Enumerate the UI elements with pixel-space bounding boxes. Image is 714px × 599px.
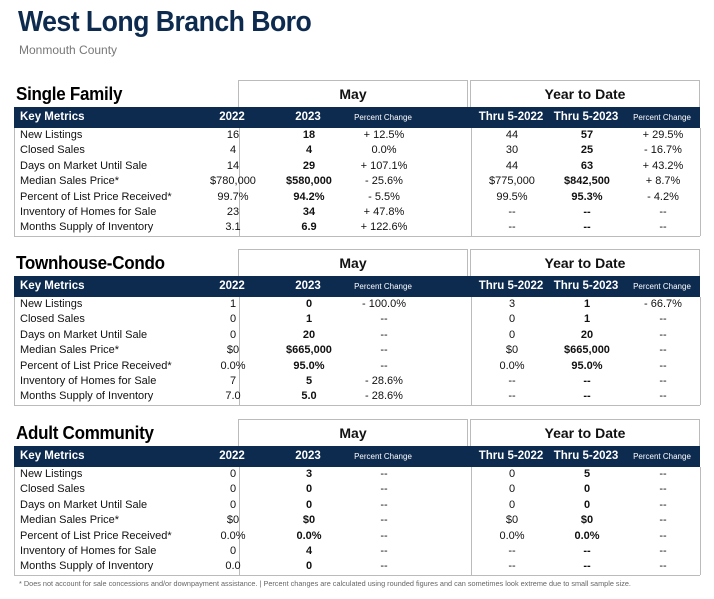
footnote: * Does not account for sale concessions and/or downpayment assistance. | Percent changes are calculated using rounded figures and can sometimes look extreme due to small sample size.: [19, 579, 631, 588]
cell-month-percent-change: --: [380, 514, 388, 527]
cell-month-2023: 0: [305, 298, 313, 310]
cell-month-percent-change: --: [380, 544, 388, 557]
cell-month-2022: 99.7%: [217, 190, 249, 203]
cell-ytd-percent-change: --: [659, 498, 667, 511]
table-row: [15, 374, 700, 389]
cell-month-2022: 0.0%: [220, 359, 246, 372]
cell-month-2022: 0.0%: [220, 529, 246, 542]
cell-ytd-percent-change: --: [659, 359, 667, 372]
cell-ytd-2023: 95.3%: [571, 190, 603, 203]
cell-ytd-2022: --: [508, 205, 516, 218]
cell-ytd-percent-change: --: [659, 483, 667, 496]
cell-month-2023: 0: [305, 498, 313, 511]
cell-ytd-2022: 30: [505, 144, 519, 157]
cell-ytd-2022: 0: [508, 498, 516, 511]
cell-month-percent-change: - 28.6%: [365, 390, 403, 403]
cell-ytd-percent-change: --: [659, 514, 667, 527]
metric-label: Inventory of Homes for Sale: [20, 544, 157, 557]
header-key-metrics: Key Metrics: [20, 450, 85, 462]
cell-month-2023: 95.0%: [293, 359, 325, 372]
metric-label: New Listings: [20, 129, 83, 141]
group-header-ytd: Year to Date: [470, 419, 700, 446]
cell-ytd-2023: $665,000: [564, 344, 610, 357]
table-row: [15, 389, 700, 404]
header-key-metrics: Key Metrics: [20, 111, 85, 123]
table-row: [15, 559, 700, 574]
section-title: Townhouse-Condo: [16, 252, 165, 273]
county-subtitle: Monmouth County: [19, 43, 118, 57]
group-header-ytd: Year to Date: [470, 249, 700, 276]
cell-month-percent-change: --: [380, 483, 388, 496]
header-ytd-percent-change: Percent Change: [633, 452, 691, 461]
metric-label: Months Supply of Inventory: [20, 221, 154, 234]
cell-ytd-percent-change: - 66.7%: [644, 298, 682, 310]
table-row: [15, 312, 700, 327]
cell-month-2022: $780,000: [210, 175, 256, 188]
cell-ytd-percent-change: --: [659, 529, 667, 542]
section-adult-community: [14, 419, 700, 576]
cell-month-percent-change: + 122.6%: [360, 221, 408, 234]
section-single-family: [14, 80, 700, 237]
cell-month-2022: 0: [229, 483, 237, 496]
page-title: West Long Branch Boro: [18, 6, 312, 38]
cell-month-percent-change: + 107.1%: [360, 159, 408, 172]
cell-month-2023: 3: [305, 468, 313, 480]
cell-month-2023: 5.0: [301, 390, 317, 403]
cell-month-2023: 0.0%: [296, 529, 322, 542]
cell-month-2023: 1: [305, 313, 313, 326]
cell-ytd-percent-change: - 4.2%: [647, 190, 679, 203]
cell-ytd-2023: --: [583, 560, 591, 573]
cell-ytd-percent-change: + 29.5%: [642, 129, 684, 141]
cell-ytd-percent-change: --: [659, 205, 667, 218]
cell-ytd-2022: --: [508, 374, 516, 387]
cell-month-2022: 0: [229, 313, 237, 326]
table-row: [15, 143, 700, 158]
cell-month-2022: 3.1: [225, 221, 241, 234]
cell-ytd-2023: --: [583, 544, 591, 557]
table-row: [15, 190, 700, 205]
header-ytd-percent-change: Percent Change: [633, 113, 691, 122]
header-month-percent-change: Percent Change: [354, 113, 412, 122]
header-ytd-2022: Thru 5-2022: [478, 111, 544, 123]
cell-ytd-2023: --: [583, 374, 591, 387]
metric-label: Closed Sales: [20, 483, 85, 496]
cell-ytd-2023: 0: [583, 483, 591, 496]
cell-month-2023: 5: [305, 374, 313, 387]
metric-label: Inventory of Homes for Sale: [20, 205, 157, 218]
cell-month-2022: 23: [226, 205, 240, 218]
cell-ytd-2023: --: [583, 390, 591, 403]
cell-month-2023: 20: [302, 328, 316, 341]
cell-ytd-2023: 1: [583, 313, 591, 326]
cell-ytd-2022: 0.0%: [499, 359, 525, 372]
cell-ytd-2023: 25: [580, 144, 594, 157]
cell-ytd-2023: --: [583, 205, 591, 218]
cell-month-2022: 16: [226, 129, 240, 141]
metric-label: Median Sales Price*: [20, 514, 120, 527]
cell-month-percent-change: - 5.5%: [368, 190, 400, 203]
header-ytd-2022: Thru 5-2022: [478, 280, 544, 292]
cell-month-2022: 7: [229, 374, 237, 387]
table-header: [14, 276, 700, 297]
metric-label: Percent of List Price Received*: [20, 529, 172, 542]
cell-month-2023: 18: [302, 129, 316, 141]
metric-label: Percent of List Price Received*: [20, 190, 172, 203]
cell-ytd-2022: 0: [508, 483, 516, 496]
metric-label: Closed Sales: [20, 313, 85, 326]
metric-label: Days on Market Until Sale: [20, 498, 148, 511]
cell-ytd-2022: $0: [505, 344, 519, 357]
metric-label: Percent of List Price Received*: [20, 359, 172, 372]
header-ytd-2022: Thru 5-2022: [478, 450, 544, 462]
cell-month-2023: 4: [305, 144, 313, 157]
cell-ytd-percent-change: --: [659, 344, 667, 357]
cell-month-percent-change: --: [380, 529, 388, 542]
cell-ytd-percent-change: + 43.2%: [642, 159, 684, 172]
header-month-2023: 2023: [295, 280, 321, 292]
group-header-month: May: [238, 249, 468, 276]
cell-ytd-2023: 95.0%: [571, 359, 603, 372]
cell-month-2023: 34: [302, 205, 316, 218]
group-header-month: May: [238, 419, 468, 446]
cell-ytd-2023: 5: [583, 468, 591, 480]
cell-ytd-percent-change: --: [659, 468, 667, 480]
header-key-metrics: Key Metrics: [20, 280, 85, 292]
cell-ytd-percent-change: - 16.7%: [644, 144, 682, 157]
header-ytd-2023: Thru 5-2023: [553, 280, 619, 292]
header-month-percent-change: Percent Change: [354, 282, 412, 291]
cell-month-2022: 0: [229, 544, 237, 557]
table-header: [14, 107, 700, 128]
header-month-percent-change: Percent Change: [354, 452, 412, 461]
table-body: [14, 297, 700, 406]
cell-month-2023: 0: [305, 483, 313, 496]
metric-label: Closed Sales: [20, 144, 85, 157]
cell-ytd-2023: 20: [580, 328, 594, 341]
cell-month-percent-change: --: [380, 468, 388, 480]
cell-month-percent-change: --: [380, 560, 388, 573]
table-row: [15, 128, 700, 143]
header-month-2022: 2022: [219, 280, 245, 292]
metric-label: Days on Market Until Sale: [20, 328, 148, 341]
cell-month-2023: 94.2%: [293, 190, 325, 203]
cell-ytd-2022: --: [508, 560, 516, 573]
cell-ytd-percent-change: --: [659, 328, 667, 341]
cell-month-percent-change: 0.0%: [371, 144, 397, 157]
cell-ytd-2022: 0: [508, 313, 516, 326]
cell-ytd-2023: 0: [583, 498, 591, 511]
cell-ytd-percent-change: + 8.7%: [645, 175, 681, 188]
header-month-2023: 2023: [295, 111, 321, 123]
cell-month-percent-change: --: [380, 313, 388, 326]
group-header-ytd: Year to Date: [470, 80, 700, 107]
table-row: [15, 328, 700, 343]
cell-ytd-2023: $842,500: [564, 175, 610, 188]
metric-label: Months Supply of Inventory: [20, 390, 154, 403]
cell-ytd-2022: 99.5%: [496, 190, 528, 203]
metric-label: Inventory of Homes for Sale: [20, 374, 157, 387]
cell-month-2023: $580,000: [286, 175, 332, 188]
group-header-month: May: [238, 80, 468, 107]
cell-ytd-2023: 1: [583, 298, 591, 310]
cell-month-percent-change: --: [380, 344, 388, 357]
section-townhouse-condo: [14, 249, 700, 406]
metric-label: Median Sales Price*: [20, 175, 120, 188]
cell-month-2023: 0: [305, 560, 313, 573]
cell-month-percent-change: - 100.0%: [361, 298, 407, 310]
cell-month-2022: 14: [226, 159, 240, 172]
header-month-2022: 2022: [219, 450, 245, 462]
cell-month-2022: $0: [226, 344, 240, 357]
metric-label: Median Sales Price*: [20, 344, 120, 357]
cell-ytd-2022: 0.0%: [499, 529, 525, 542]
table-row: [15, 205, 700, 220]
cell-month-2022: 0: [229, 468, 237, 480]
cell-ytd-2022: 0: [508, 328, 516, 341]
cell-month-2023: $665,000: [286, 344, 332, 357]
cell-ytd-2022: 0: [508, 468, 516, 480]
cell-month-2022: 7.0: [225, 390, 241, 403]
header-ytd-percent-change: Percent Change: [633, 282, 691, 291]
table-row: [15, 297, 700, 312]
cell-month-percent-change: + 12.5%: [363, 129, 405, 141]
cell-ytd-2022: $775,000: [489, 175, 535, 188]
header-ytd-2023: Thru 5-2023: [553, 450, 619, 462]
cell-month-2022: 0: [229, 328, 237, 341]
cell-ytd-2022: --: [508, 221, 516, 234]
cell-month-2022: 4: [229, 144, 237, 157]
cell-month-2022: 0: [229, 498, 237, 511]
cell-ytd-2022: --: [508, 544, 516, 557]
metric-label: Days on Market Until Sale: [20, 159, 148, 172]
table-row: [15, 220, 700, 235]
cell-month-percent-change: - 28.6%: [365, 374, 403, 387]
table-row: [15, 513, 700, 528]
cell-month-percent-change: --: [380, 498, 388, 511]
table-row: [15, 482, 700, 497]
cell-ytd-percent-change: --: [659, 560, 667, 573]
cell-ytd-2023: $0: [580, 514, 594, 527]
section-title: Adult Community: [16, 422, 154, 443]
cell-month-2023: 6.9: [301, 221, 317, 234]
table-body: [14, 128, 700, 237]
cell-ytd-2023: --: [583, 221, 591, 234]
cell-ytd-2023: 57: [580, 129, 594, 141]
header-month-2023: 2023: [295, 450, 321, 462]
cell-ytd-2023: 0.0%: [574, 529, 600, 542]
table-row: [15, 359, 700, 374]
header-month-2022: 2022: [219, 111, 245, 123]
cell-ytd-percent-change: --: [659, 221, 667, 234]
table-header: [14, 446, 700, 467]
cell-ytd-2022: 3: [508, 298, 516, 310]
cell-ytd-2022: --: [508, 390, 516, 403]
cell-ytd-2022: $0: [505, 514, 519, 527]
table-row: [15, 174, 700, 189]
cell-ytd-percent-change: --: [659, 390, 667, 403]
table-row: [15, 529, 700, 544]
cell-month-2022: 1: [229, 298, 237, 310]
metric-label: Months Supply of Inventory: [20, 560, 154, 573]
header-ytd-2023: Thru 5-2023: [553, 111, 619, 123]
metric-label: New Listings: [20, 298, 83, 310]
cell-month-percent-change: --: [380, 328, 388, 341]
cell-month-2023: 29: [302, 159, 316, 172]
cell-ytd-percent-change: --: [659, 374, 667, 387]
cell-month-percent-change: + 47.8%: [363, 205, 405, 218]
cell-ytd-2022: 44: [505, 159, 519, 172]
table-row: [15, 343, 700, 358]
cell-ytd-2022: 44: [505, 129, 519, 141]
table-row: [15, 498, 700, 513]
cell-ytd-percent-change: --: [659, 544, 667, 557]
cell-month-2023: $0: [302, 514, 316, 527]
cell-ytd-2023: 63: [580, 159, 594, 172]
cell-month-2022: 0.0: [225, 560, 241, 573]
cell-month-percent-change: --: [380, 359, 388, 372]
table-row: [15, 159, 700, 174]
section-title: Single Family: [16, 83, 123, 104]
cell-ytd-percent-change: --: [659, 313, 667, 326]
table-row: [15, 467, 700, 482]
table-row: [15, 544, 700, 559]
cell-month-percent-change: - 25.6%: [365, 175, 403, 188]
cell-month-2022: $0: [226, 514, 240, 527]
cell-month-2023: 4: [305, 544, 313, 557]
metric-label: New Listings: [20, 468, 83, 480]
table-body: [14, 467, 700, 576]
